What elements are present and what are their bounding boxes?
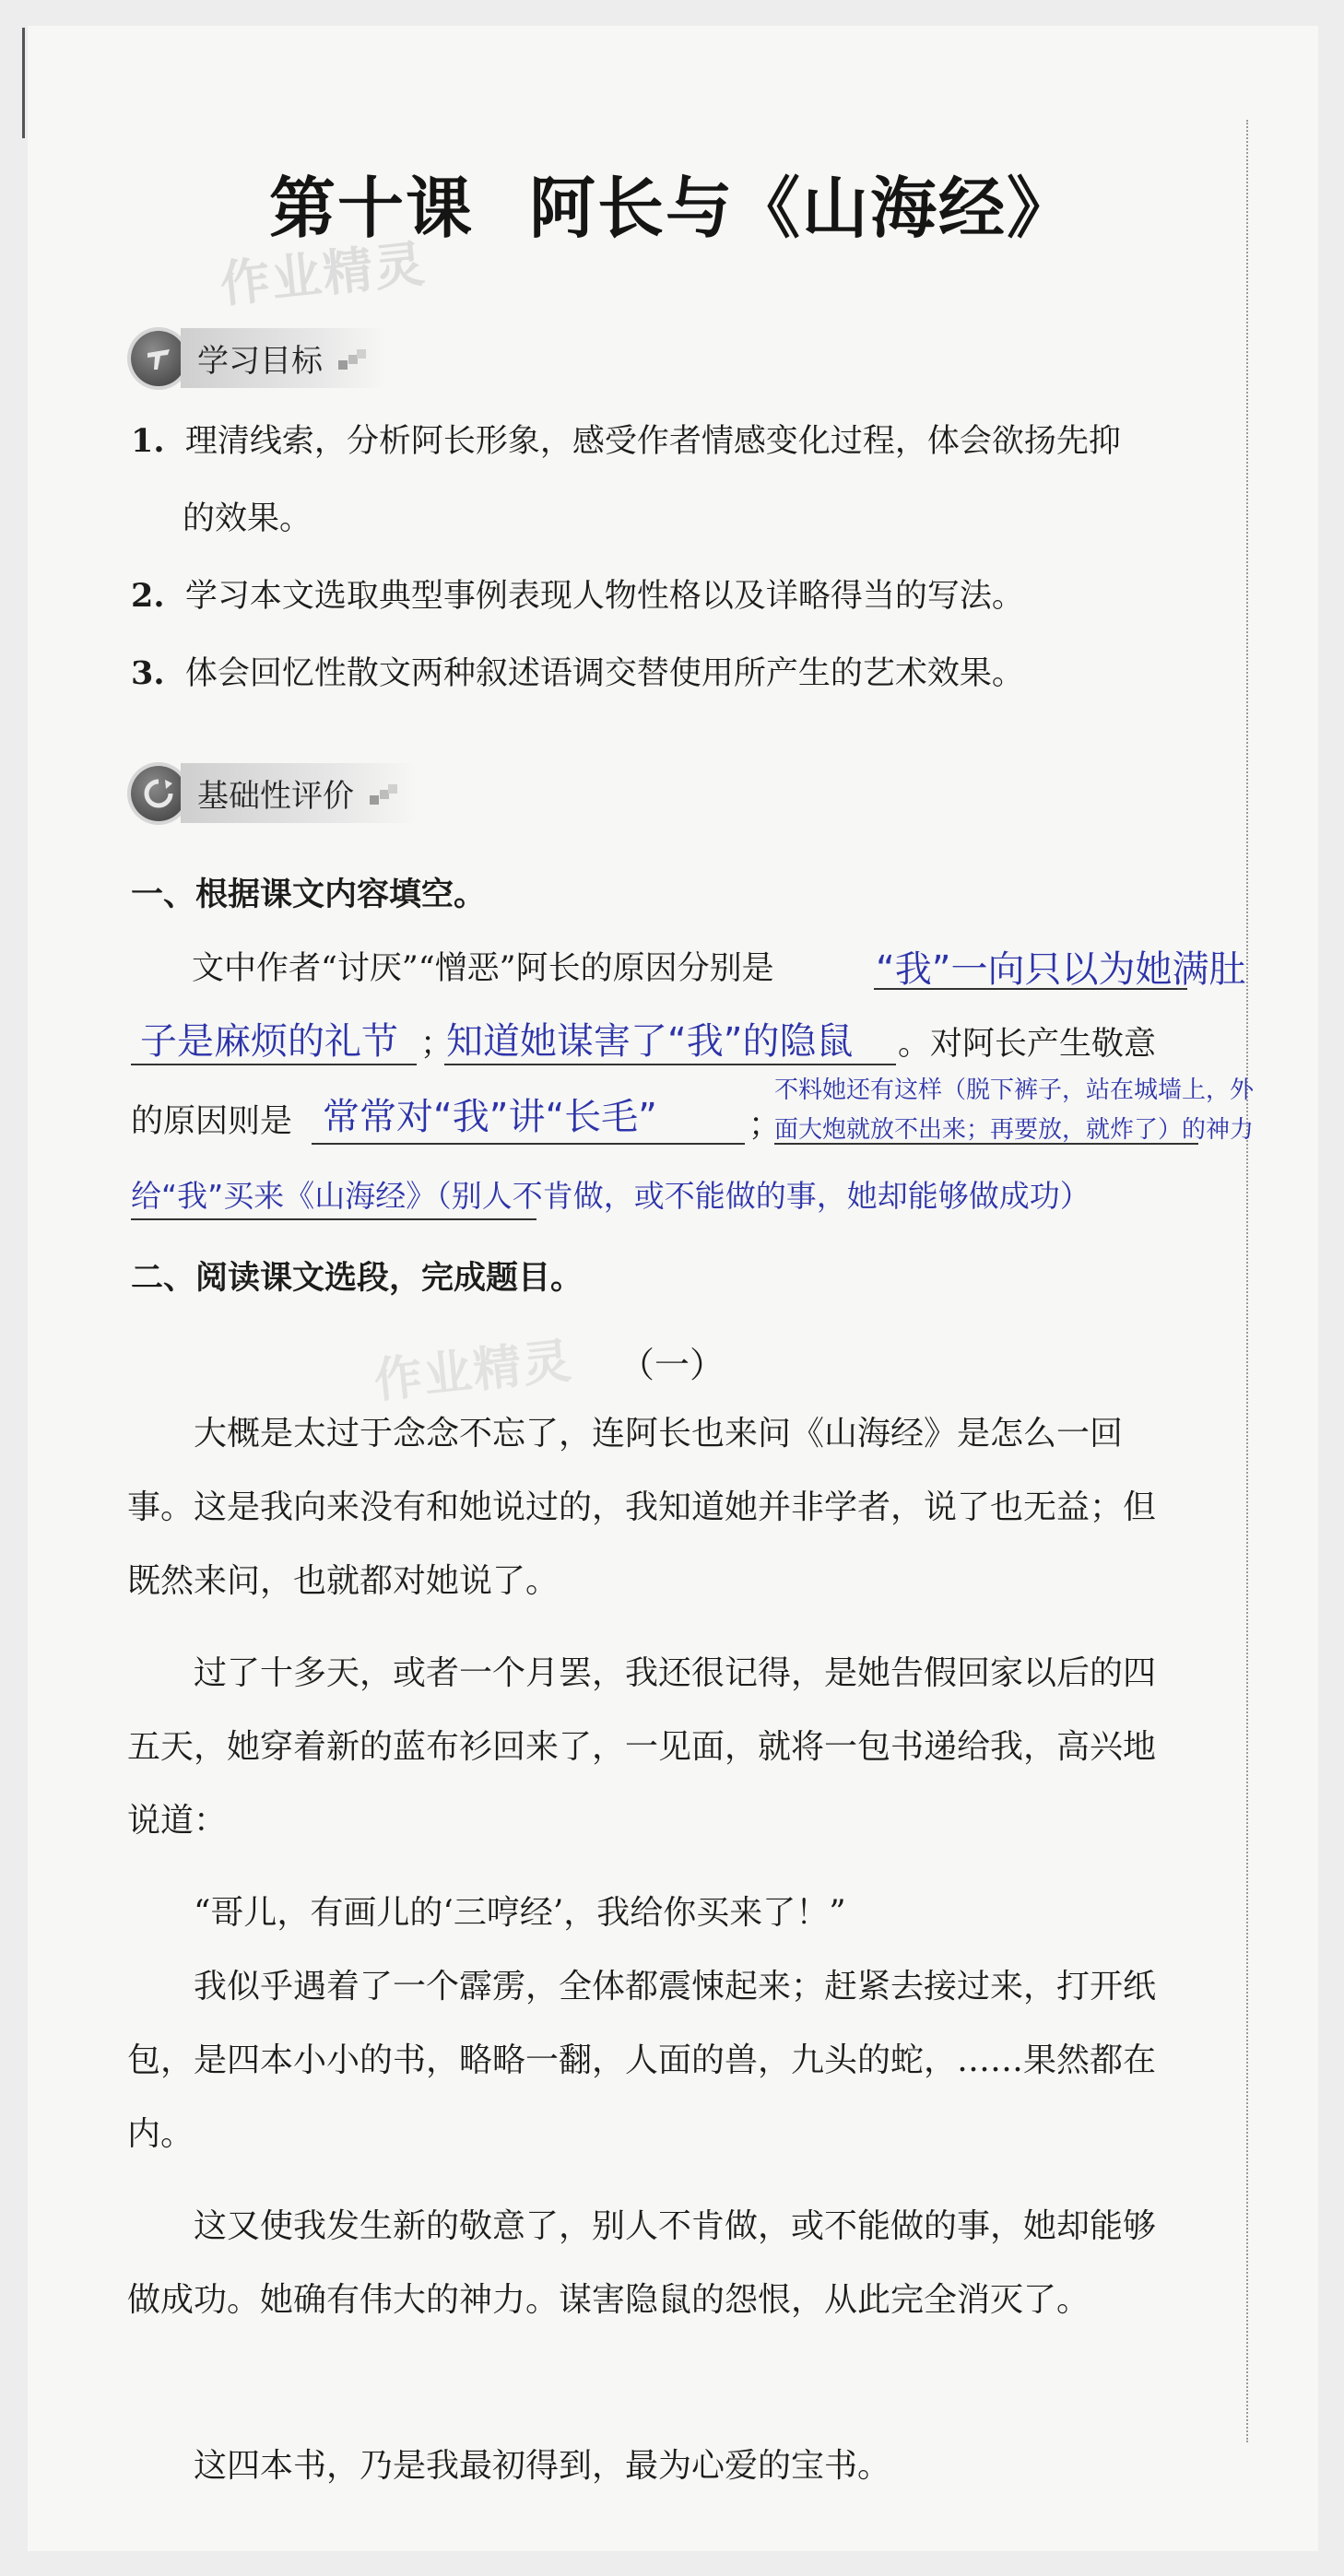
answer-blank-4: [774, 1143, 1198, 1145]
q1-reason-lead: 的原因则是: [131, 1103, 293, 1140]
watermark-logo-2: 作业精灵: [371, 1333, 576, 1410]
handwritten-answer-1a: “我”一向只以为她满肚: [876, 948, 1246, 991]
objectives-badge-label: 学习目标: [181, 328, 386, 388]
target-icon: [131, 331, 186, 386]
refresh-icon: [131, 766, 186, 821]
question-2-heading: 二、阅读课文选段，完成题目。: [131, 1260, 584, 1297]
lesson-name: 阿长与《山海经》: [529, 170, 1076, 247]
lesson-title: [0, 155, 1344, 251]
handwritten-answer-4-line1: 不料她还有这样（脱下裤子，站在城墙上，外: [774, 1076, 1255, 1104]
watermark-logo: 作业精灵: [217, 234, 430, 314]
handwritten-answer-3: 常常对“我”讲“长毛”: [323, 1096, 657, 1138]
passage-paragraph-1: 大概是太过于念念不忘了，连阿长也来问《山海经》是怎么一回事。这是我向来没有和她说过的，我知道她并非学者，说了也无益；但既然来问，也就都对她说了。: [127, 1415, 1157, 1600]
objective-1: 1. 理清线索，分析阿长形象，感受作者情感变化过程，体会欲扬先抑: [131, 422, 1121, 460]
lesson-number: 第十课: [268, 170, 474, 247]
objective-3: 3. 体会回忆性散文两种叙述语调交替使用所产生的艺术效果。: [131, 654, 1024, 692]
q1-lead-text: 文中作者“讨厌”“憎恶”阿长的原因分别是: [192, 950, 774, 987]
handwritten-answer-1b: 子是麻烦的礼节: [140, 1020, 398, 1063]
passage-section-label: （一）: [619, 1345, 725, 1385]
handwritten-answer-5: 给“我”买来《山海经》（别人不肯做，或不能做的事，她却能够做成功）: [131, 1178, 1091, 1214]
decor-squares-icon: [370, 784, 397, 806]
passage-paragraph-5: 这又使我发生新的敬意了，别人不肯做，或不能做的事，她却能够做成功。她确有伟大的神力。谋害隐鼠的怨恨，从此完全消灭了。: [127, 2207, 1157, 2319]
binding-edge: [22, 28, 25, 138]
basic-eval-badge-label: 基础性评价: [181, 763, 418, 823]
q1-semicolon: ；: [420, 1026, 454, 1063]
question-1-heading: 一、根据课文内容填空。: [131, 876, 487, 913]
q1-semicolon-2: ；: [749, 1107, 782, 1144]
passage-paragraph-2: 过了十多天，或者一个月罢，我还很记得，是她告假回家以后的四五天，她穿着新的蓝布衫回来了，一见面，就将一包书递给我，高兴地说道：: [127, 1654, 1157, 1840]
handwritten-answer-4-line2: 面大炮就放不出来；再要放，就炸了）的神力: [774, 1116, 1255, 1144]
objective-1-cont: 的效果。: [183, 500, 312, 537]
answer-blank-3: [312, 1143, 745, 1145]
basic-eval-badge: [131, 763, 418, 823]
objective-2: 2. 学习本文选取典型事例表现人物性格以及详略得当的写法。: [131, 577, 1024, 615]
passage-paragraph-4: 我似乎遇着了一个霹雳，全体都震悚起来；赶紧去接过来，打开纸包，是四本小小的书，略略一翻，人面的兽，九头的蛇，……果然都在内。: [127, 1968, 1157, 2153]
decor-squares-icon: [338, 349, 366, 371]
handwritten-answer-2: 知道她谋害了“我”的隐鼠: [446, 1020, 854, 1063]
q1-mid-text: 。对阿长产生敬意: [898, 1026, 1157, 1063]
answer-blank-5: [131, 1218, 536, 1220]
passage-paragraph-6: 这四本书，乃是我最初得到，最为心爱的宝书。: [194, 2447, 891, 2485]
objectives-badge: [131, 328, 386, 388]
margin-dotted-line: [1246, 120, 1248, 2442]
passage-paragraph-3: “哥儿，有画儿的‘三哼经’，我给你买来了！”: [194, 1894, 846, 1932]
